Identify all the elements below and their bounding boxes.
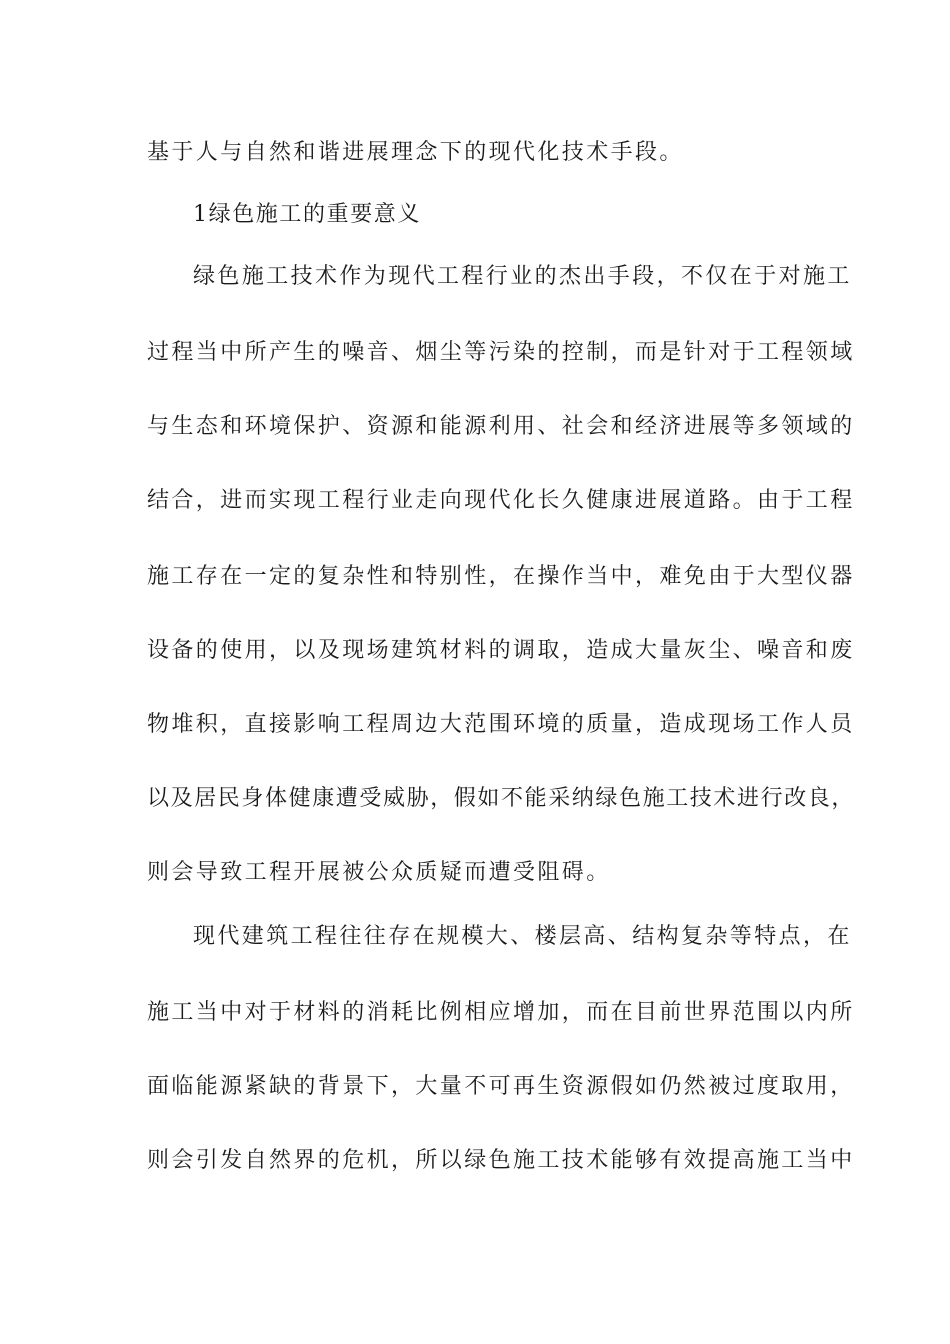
paragraph-line: 以及居民身体健康遭受威胁，假如不能采纳绿色施工技术进行改良，	[147, 786, 856, 811]
paragraph-line: 绿色施工技术作为现代工程行业的杰出手段，不仅在于对施工	[193, 264, 852, 289]
paragraph-line: 施工存在一定的复杂性和特别性，在操作当中，难免由于大型仪器	[147, 564, 855, 589]
paragraph-line: 基于人与自然和谐进展理念下的现代化技术手段。	[147, 140, 684, 165]
paragraph-line: 面临能源紧缺的背景下，大量不可再生资源假如仍然被过度取用，	[147, 1074, 855, 1099]
paragraph-line: 则会导致工程开展被公众质疑而遭受阻碍。	[147, 860, 611, 885]
paragraph-line: 过程当中所产生的噪音、烟尘等污染的控制，而是针对于工程领域	[147, 340, 855, 365]
paragraph-line: 物堆积，直接影响工程周边大范围环境的质量，造成现场工作人员	[147, 712, 855, 737]
paragraph-line: 则会引发自然界的危机，所以绿色施工技术能够有效提高施工当中	[147, 1148, 855, 1173]
paragraph-line: 结合，进而实现工程行业走向现代化长久健康进展道路。由于工程	[147, 488, 855, 513]
paragraph-line: 与生态和环境保护、资源和能源利用、社会和经济进展等多领域的	[147, 414, 855, 439]
paragraph-line: 设备的使用，以及现场建筑材料的调取，造成大量灰尘、噪音和废	[147, 638, 855, 663]
paragraph-line: 现代建筑工程往往存在规模大、楼层高、结构复杂等特点，在	[193, 924, 852, 949]
section-heading: 1绿色施工的重要意义	[193, 202, 421, 227]
paragraph-line: 施工当中对于材料的消耗比例相应增加，而在目前世界范围以内所	[147, 1000, 855, 1025]
